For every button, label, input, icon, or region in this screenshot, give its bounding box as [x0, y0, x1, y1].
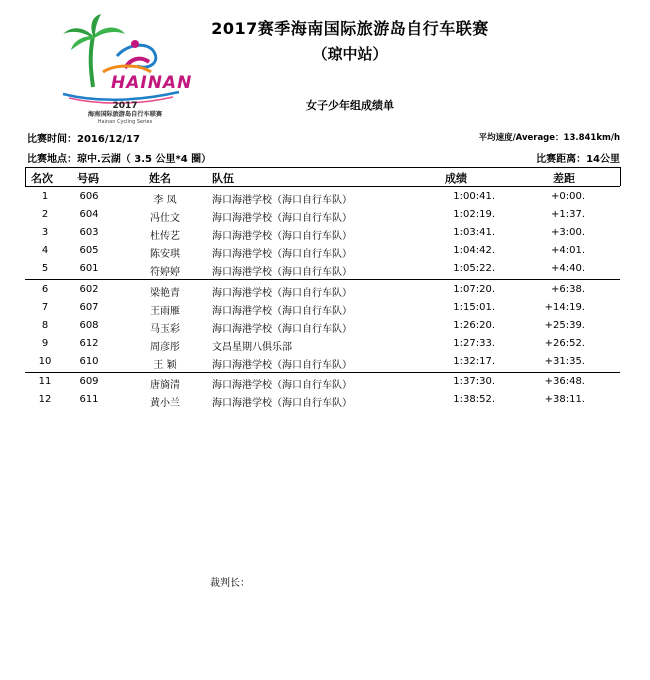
cell-team: 海口海港学校（海口自行车队） — [212, 195, 352, 206]
cell-name: 杜传艺 — [150, 231, 180, 242]
cell-name: 周彦彤 — [150, 342, 180, 353]
race-distance: 比赛距离：14公里 — [536, 154, 620, 165]
cell-rank: 7 — [41, 302, 49, 313]
cell-name: 陈安琪 — [150, 249, 180, 260]
cell-team: 海口海港学校（海口自行车队） — [212, 249, 352, 260]
col-number-header: 号码 — [77, 172, 99, 185]
cell-rank: 5 — [41, 263, 49, 274]
group-divider — [25, 279, 620, 280]
cell-team: 海口海港学校（海口自行车队） — [212, 306, 352, 317]
average-speed: 平均速度/Average：13.841km/h — [478, 133, 620, 143]
cell-team: 海口海港学校（海口自行车队） — [212, 213, 352, 224]
cell-rank: 3 — [41, 227, 49, 238]
cell-number: 609 — [79, 376, 99, 387]
race-location: 比赛地点：琼中.云湖（ 3.5 公里*4 圈） — [27, 154, 212, 165]
referee-signature-label: 裁判长： — [210, 578, 250, 589]
cell-number: 603 — [79, 227, 99, 238]
cell-rank: 1 — [41, 191, 49, 202]
table-row — [25, 317, 620, 335]
cell-result: 1:07:20. — [453, 284, 495, 295]
cell-result: 1:04:42. — [453, 245, 495, 256]
cell-team: 海口海港学校（海口自行车队） — [212, 231, 352, 242]
table-right-border — [620, 167, 621, 186]
cell-team: 文昌星期八俱乐部 — [212, 342, 292, 353]
cell-name: 王雨雁 — [150, 306, 180, 317]
table-row — [25, 353, 620, 371]
cell-rank: 6 — [41, 284, 49, 295]
logo-en-name: Hainan Cycling Series — [97, 119, 153, 124]
table-row — [25, 299, 620, 317]
cell-name: 唐旖清 — [150, 380, 180, 391]
cell-result: 1:26:20. — [453, 320, 495, 331]
cell-team: 海口海港学校（海口自行车队） — [212, 360, 352, 371]
palm-frond-right — [93, 28, 125, 40]
cell-rank: 2 — [41, 209, 49, 220]
logo-year: 2017 — [112, 101, 138, 111]
cell-name: 梁艳青 — [150, 288, 180, 299]
cell-rank: 4 — [41, 245, 49, 256]
cell-gap: +36:48. — [544, 376, 585, 387]
table-row — [25, 242, 620, 260]
cell-result: 1:38:52. — [453, 394, 495, 405]
palm-trunk — [91, 36, 93, 87]
table-row — [25, 281, 620, 299]
col-name-header: 姓名 — [149, 172, 171, 185]
cell-gap: +3:00. — [550, 227, 585, 238]
cell-team: 海口海港学校（海口自行车队） — [212, 288, 352, 299]
cell-gap: +4:01. — [550, 245, 585, 256]
table-row — [25, 188, 620, 206]
cell-rank: 11 — [38, 376, 52, 387]
cell-number: 606 — [79, 191, 99, 202]
cell-gap: +0:00. — [550, 191, 585, 202]
cell-gap: +25:39. — [544, 320, 585, 331]
page-subtitle: （琼中站） — [312, 45, 388, 63]
page-title: 2017赛季海南国际旅游岛自行车联赛 — [211, 19, 489, 38]
cell-team: 海口海港学校（海口自行车队） — [212, 398, 352, 409]
cell-rank: 10 — [38, 356, 52, 367]
table-row — [25, 335, 620, 353]
cell-team: 海口海港学校（海口自行车队） — [212, 267, 352, 278]
col-rank-header: 名次 — [31, 172, 53, 185]
cell-gap: +31:35. — [544, 356, 585, 367]
cell-name: 李 凤 — [153, 195, 177, 206]
col-result-header: 成绩 — [445, 172, 467, 185]
table-row — [25, 260, 620, 278]
cell-result: 1:15:01. — [453, 302, 495, 313]
logo-swoosh — [103, 66, 151, 72]
cell-team: 海口海港学校（海口自行车队） — [212, 324, 352, 335]
cell-name: 冯仕文 — [150, 213, 180, 224]
cell-result: 1:37:30. — [453, 376, 495, 387]
cell-gap: +26:52. — [544, 338, 585, 349]
col-team-header: 队伍 — [212, 172, 234, 185]
cell-gap: +38:11. — [544, 394, 585, 405]
cell-team: 海口海港学校（海口自行车队） — [212, 380, 352, 391]
cell-number: 607 — [79, 302, 99, 313]
cell-gap: +1:37. — [550, 209, 585, 220]
cell-number: 608 — [79, 320, 99, 331]
cell-name: 黄小兰 — [150, 398, 180, 409]
cell-result: 1:27:33. — [453, 338, 495, 349]
cell-name: 王 颖 — [153, 360, 177, 371]
table-header — [25, 168, 620, 187]
cell-gap: +6:38. — [550, 284, 585, 295]
cell-rank: 9 — [41, 338, 49, 349]
table-row — [25, 391, 620, 409]
cell-number: 612 — [79, 338, 99, 349]
cell-number: 610 — [79, 356, 99, 367]
cell-rank: 12 — [38, 394, 52, 405]
table-row — [25, 224, 620, 242]
cell-number: 602 — [79, 284, 99, 295]
cell-number: 604 — [79, 209, 99, 220]
table-row — [25, 206, 620, 224]
logo-brand-text: HAINAN — [111, 73, 193, 93]
col-gap-header: 差距 — [553, 172, 575, 185]
cell-result: 1:02:19. — [453, 209, 495, 220]
cell-name: 马玉彩 — [150, 324, 180, 335]
cyclist-head — [131, 40, 139, 48]
cell-result: 1:05:22. — [453, 263, 495, 274]
cell-gap: +14:19. — [544, 302, 585, 313]
cell-name: 符婷婷 — [150, 267, 180, 278]
cell-result: 1:00:41. — [453, 191, 495, 202]
cell-result: 1:32:17. — [453, 356, 495, 367]
cell-result: 1:03:41. — [453, 227, 495, 238]
table-row — [25, 373, 620, 391]
cell-rank: 8 — [41, 320, 49, 331]
cell-gap: +4:40. — [550, 263, 585, 274]
report-title: 女子少年组成绩单 — [306, 99, 394, 112]
cell-number: 611 — [79, 394, 99, 405]
cell-number: 601 — [79, 263, 99, 274]
logo-cn-name: 海南国际旅游岛自行车联赛 — [87, 111, 163, 118]
race-date: 比赛时间：2016/12/17 — [27, 134, 140, 145]
cell-number: 605 — [79, 245, 99, 256]
